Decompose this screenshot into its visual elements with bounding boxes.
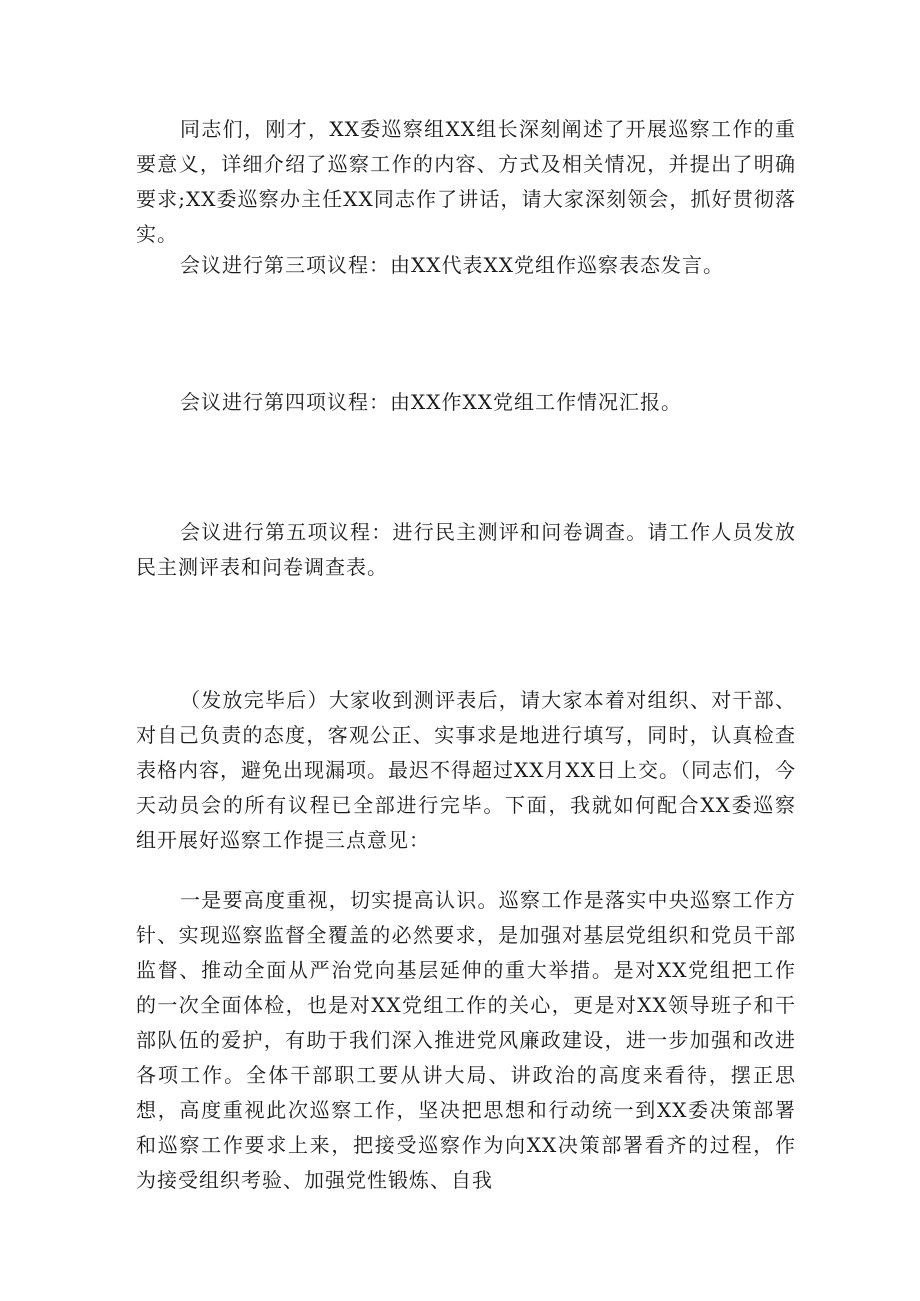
paragraph-opening-remarks: 同志们，刚才，XX委巡察组XX组长深刻阐述了开展巡察工作的重要意义，详细介绍了巡察工作的内容、方式及相关情况，并提出了明确要求;XX委巡察办主任XX同志作了讲话，请大家深刻领会，抓好贯彻落实。 bbox=[136, 117, 796, 246]
paragraph-agenda-item-3: 会议进行第三项议程：由XX代表XX党组作巡察表态发言。 bbox=[180, 253, 724, 277]
paragraph-agenda-item-5: 会议进行第五项议程：进行民主测评和问卷调查。请工作人员发放民主测评表和问卷调查表。 bbox=[136, 520, 796, 579]
paragraph-point-one: 一是要高度重视，切实提高认识。巡察工作是落实中央巡察工作方针、实现巡察监督全覆盖的必然要求，是加强对基层党组织和党员干部监督、推动全面从严治党向基层延伸的重大举措。是对XX党组把工作的一次全面体检，也是对XX党组工作的关心，更是对XX领导班子和干部队伍的爱护，有助于我们深入推进党风廉政建设，进一步加强和改进各项工作。全体干部职工要从讲大局、讲政治的高度来看待，摆正思想，高度重视此次巡察工作，坚决把思想和行动统一到XX委决策部署和巡察工作要求上来，把接受巡察作为向XX决策部署看齐的过程，作为接受组织考验、加强党性锻炼、自我 bbox=[136, 888, 796, 1192]
paragraph-evaluation-instructions: （发放完毕后）大家收到测评表后，请大家本着对组织、对干部、对自己负责的态度，客观公正、实事求是地进行填写，同时，认真检查表格内容，避免出现漏项。最迟不得超过XX月XX日上交。（同志们，今天动员会的所有议程已全部进行完毕。下面，我就如何配合XX委巡察组开展好巡察工作提三点意见： bbox=[136, 688, 796, 852]
paragraph-agenda-item-4: 会议进行第四项议程：由XX作XX党组工作情况汇报。 bbox=[180, 390, 682, 414]
